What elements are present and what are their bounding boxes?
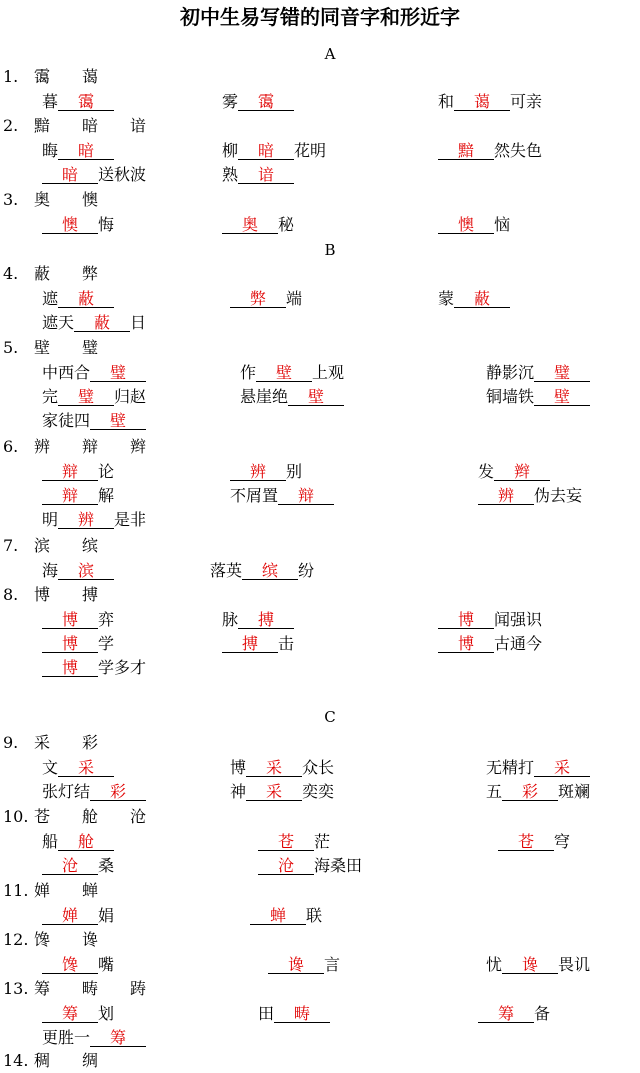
suffix-text: 闻强识 bbox=[494, 610, 543, 629]
answer-blank: 懊 bbox=[438, 213, 494, 234]
exercise-row bbox=[0, 361, 640, 385]
exercise-row bbox=[0, 953, 640, 977]
answer-blank: 采 bbox=[246, 756, 302, 777]
suffix-text: 奕奕 bbox=[302, 782, 335, 801]
fill-in-item bbox=[438, 287, 510, 311]
prefix-text: 博 bbox=[230, 758, 247, 777]
item-characters: 苍 舱 沧 bbox=[34, 807, 147, 826]
fill-in-item bbox=[42, 559, 114, 583]
item-characters: 筹 畴 踌 bbox=[34, 979, 147, 998]
item-characters: 馋 谗 bbox=[34, 930, 99, 949]
fill-in-item bbox=[230, 756, 334, 780]
suffix-text: 畏讥 bbox=[558, 955, 591, 974]
item-header bbox=[0, 188, 640, 212]
answer-blank: 辩 bbox=[278, 484, 334, 505]
item-header bbox=[0, 731, 640, 755]
answer-blank: 滨 bbox=[58, 559, 114, 580]
suffix-text: 是非 bbox=[114, 510, 147, 529]
fill-in-item bbox=[498, 830, 570, 854]
suffix-text: 别 bbox=[286, 462, 303, 481]
answer-blank: 采 bbox=[58, 756, 114, 777]
prefix-text: 脉 bbox=[222, 610, 239, 629]
answer-blank: 辨 bbox=[478, 484, 534, 505]
answer-blank: 蔼 bbox=[454, 90, 510, 111]
item-number: 14. bbox=[3, 1051, 29, 1070]
exercise-row bbox=[0, 287, 640, 311]
suffix-text: 穹 bbox=[554, 832, 571, 851]
prefix-text: 雾 bbox=[222, 92, 239, 111]
prefix-text: 暮 bbox=[42, 92, 59, 111]
exercise-row bbox=[0, 830, 640, 854]
fill-in-item bbox=[222, 90, 294, 114]
suffix-text: 弈 bbox=[98, 610, 115, 629]
fill-in-item bbox=[42, 90, 114, 114]
suffix-text: 茫 bbox=[314, 832, 331, 851]
prefix-text: 熟 bbox=[222, 165, 239, 184]
section-heading: C bbox=[324, 708, 336, 726]
fill-in-item bbox=[222, 139, 326, 163]
item-header bbox=[0, 977, 640, 1001]
answer-blank: 沧 bbox=[42, 854, 98, 875]
suffix-text: 学 bbox=[98, 634, 115, 653]
fill-in-item bbox=[42, 756, 114, 780]
suffix-text: 海桑田 bbox=[314, 856, 363, 875]
exercise-row bbox=[0, 139, 640, 163]
answer-blank: 壁 bbox=[288, 385, 344, 406]
fill-in-item bbox=[42, 830, 114, 854]
fill-in-item bbox=[42, 139, 114, 163]
suffix-text: 然失色 bbox=[494, 141, 543, 160]
fill-in-item bbox=[42, 361, 146, 385]
prefix-text: 遮 bbox=[42, 289, 59, 308]
answer-blank: 搏 bbox=[238, 608, 294, 629]
suffix-text: 伪去妄 bbox=[534, 486, 583, 505]
answer-blank: 馋 bbox=[42, 953, 98, 974]
fill-in-item bbox=[42, 287, 114, 311]
fill-in-item bbox=[230, 460, 302, 484]
item-number: 9. bbox=[3, 733, 19, 752]
suffix-text: 备 bbox=[534, 1004, 551, 1023]
answer-blank: 霭 bbox=[238, 90, 294, 111]
prefix-text: 更胜一 bbox=[42, 1028, 91, 1047]
fill-in-item bbox=[42, 854, 114, 878]
prefix-text: 落英 bbox=[210, 561, 243, 580]
answer-blank: 缤 bbox=[242, 559, 298, 580]
section-heading: B bbox=[324, 241, 336, 259]
fill-in-item bbox=[210, 559, 314, 583]
prefix-text: 发 bbox=[478, 462, 495, 481]
item-number: 10. bbox=[3, 807, 29, 826]
item-number: 7. bbox=[3, 536, 19, 555]
fill-in-item bbox=[222, 608, 294, 632]
answer-blank: 筹 bbox=[42, 1002, 98, 1023]
fill-in-item bbox=[486, 385, 590, 409]
fill-in-item bbox=[268, 953, 340, 977]
fill-in-item bbox=[478, 460, 550, 484]
item-characters: 蔽 弊 bbox=[34, 264, 99, 283]
item-characters: 奥 懊 bbox=[34, 190, 99, 209]
prefix-text: 五 bbox=[486, 782, 503, 801]
suffix-text: 恼 bbox=[494, 215, 511, 234]
prefix-text: 明 bbox=[42, 510, 59, 529]
prefix-text: 遮天 bbox=[42, 313, 75, 332]
answer-blank: 蔽 bbox=[454, 287, 510, 308]
prefix-text: 晦 bbox=[42, 141, 59, 160]
answer-blank: 谗 bbox=[502, 953, 558, 974]
answer-blank: 筹 bbox=[90, 1026, 146, 1047]
answer-blank: 弊 bbox=[230, 287, 286, 308]
suffix-text: 论 bbox=[98, 462, 115, 481]
answer-blank: 黯 bbox=[438, 139, 494, 160]
fill-in-item bbox=[42, 508, 146, 532]
fill-in-item bbox=[42, 904, 114, 928]
suffix-text: 斑斓 bbox=[558, 782, 591, 801]
exercise-row bbox=[0, 854, 640, 878]
fill-in-item bbox=[250, 904, 322, 928]
exercise-row bbox=[0, 632, 640, 656]
fill-in-item bbox=[42, 1026, 146, 1050]
fill-in-item bbox=[42, 780, 146, 804]
suffix-text: 娟 bbox=[98, 906, 115, 925]
suffix-text: 端 bbox=[286, 289, 303, 308]
answer-blank: 谙 bbox=[238, 163, 294, 184]
prefix-text: 张灯结 bbox=[42, 782, 91, 801]
exercise-row bbox=[0, 1002, 640, 1026]
answer-blank: 暗 bbox=[58, 139, 114, 160]
item-characters: 霭 蔼 bbox=[34, 67, 99, 86]
fill-in-item bbox=[42, 484, 114, 508]
answer-blank: 畴 bbox=[274, 1002, 330, 1023]
prefix-text: 和 bbox=[438, 92, 455, 111]
exercise-row bbox=[0, 508, 640, 532]
exercise-row bbox=[0, 163, 640, 187]
fill-in-item bbox=[230, 484, 334, 508]
answer-blank: 苍 bbox=[498, 830, 554, 851]
answer-blank: 奥 bbox=[222, 213, 278, 234]
suffix-text: 纷 bbox=[298, 561, 315, 580]
suffix-text: 日 bbox=[130, 313, 147, 332]
exercise-row bbox=[0, 385, 640, 409]
suffix-text: 花明 bbox=[294, 141, 327, 160]
prefix-text: 神 bbox=[230, 782, 247, 801]
answer-blank: 懊 bbox=[42, 213, 98, 234]
fill-in-item bbox=[438, 90, 542, 114]
fill-in-item bbox=[230, 287, 302, 311]
item-characters: 采 彩 bbox=[34, 733, 99, 752]
suffix-text: 联 bbox=[306, 906, 323, 925]
page-title: 初中生易写错的同音字和形近字 bbox=[180, 5, 460, 29]
item-characters: 黯 暗 谙 bbox=[34, 116, 147, 135]
answer-blank: 婵 bbox=[42, 904, 98, 925]
fill-in-item bbox=[42, 632, 114, 656]
fill-in-item bbox=[42, 460, 114, 484]
fill-in-item bbox=[438, 213, 510, 237]
item-header bbox=[0, 583, 640, 607]
item-header bbox=[0, 336, 640, 360]
fill-in-item bbox=[230, 780, 334, 804]
exercise-row bbox=[0, 656, 640, 680]
prefix-text: 船 bbox=[42, 832, 59, 851]
item-number: 8. bbox=[3, 585, 19, 604]
prefix-text: 悬崖绝 bbox=[240, 387, 289, 406]
fill-in-item bbox=[486, 780, 590, 804]
prefix-text: 静影沉 bbox=[486, 363, 535, 382]
exercise-row bbox=[0, 608, 640, 632]
suffix-text: 上观 bbox=[312, 363, 345, 382]
answer-blank: 辩 bbox=[42, 460, 98, 481]
fill-in-item bbox=[42, 385, 146, 409]
suffix-text: 嘴 bbox=[98, 955, 115, 974]
fill-in-item bbox=[222, 213, 294, 237]
item-header bbox=[0, 1049, 640, 1073]
fill-in-item bbox=[486, 756, 590, 780]
exercise-row bbox=[0, 311, 640, 335]
item-header bbox=[0, 262, 640, 286]
fill-in-item bbox=[438, 139, 542, 163]
fill-in-item bbox=[42, 656, 146, 680]
fill-in-item bbox=[240, 385, 344, 409]
answer-blank: 暗 bbox=[238, 139, 294, 160]
prefix-text: 文 bbox=[42, 758, 59, 777]
fill-in-item bbox=[222, 632, 294, 656]
prefix-text: 无精打 bbox=[486, 758, 535, 777]
fill-in-item bbox=[42, 163, 146, 187]
prefix-text: 完 bbox=[42, 387, 59, 406]
item-characters: 辨 辩 辫 bbox=[34, 437, 147, 456]
exercise-row bbox=[0, 904, 640, 928]
item-number: 13. bbox=[3, 979, 29, 998]
suffix-text: 归赵 bbox=[114, 387, 147, 406]
suffix-text: 秘 bbox=[278, 215, 295, 234]
answer-blank: 辨 bbox=[58, 508, 114, 529]
suffix-text: 桑 bbox=[98, 856, 115, 875]
fill-in-item bbox=[478, 484, 582, 508]
item-number: 5. bbox=[3, 338, 19, 357]
item-number: 11. bbox=[3, 881, 29, 900]
answer-blank: 谗 bbox=[268, 953, 324, 974]
item-number: 6. bbox=[3, 437, 19, 456]
item-header bbox=[0, 65, 640, 89]
prefix-text: 海 bbox=[42, 561, 59, 580]
fill-in-item bbox=[258, 1002, 330, 1026]
answer-blank: 蔽 bbox=[58, 287, 114, 308]
answer-blank: 壁 bbox=[534, 385, 590, 406]
answer-blank: 博 bbox=[42, 608, 98, 629]
exercise-row bbox=[0, 90, 640, 114]
fill-in-item bbox=[240, 361, 344, 385]
item-header bbox=[0, 114, 640, 138]
fill-in-item bbox=[438, 608, 542, 632]
answer-blank: 暗 bbox=[42, 163, 98, 184]
suffix-text: 古通今 bbox=[494, 634, 543, 653]
answer-blank: 采 bbox=[534, 756, 590, 777]
fill-in-item bbox=[486, 953, 590, 977]
suffix-text: 言 bbox=[324, 955, 341, 974]
suffix-text: 解 bbox=[98, 486, 115, 505]
fill-in-item bbox=[42, 213, 114, 237]
answer-blank: 辫 bbox=[494, 460, 550, 481]
answer-blank: 彩 bbox=[90, 780, 146, 801]
prefix-text: 中西合 bbox=[42, 363, 91, 382]
answer-blank: 辨 bbox=[230, 460, 286, 481]
exercise-row bbox=[0, 756, 640, 780]
item-header bbox=[0, 534, 640, 558]
answer-blank: 霭 bbox=[58, 90, 114, 111]
item-characters: 滨 缤 bbox=[34, 536, 99, 555]
answer-blank: 璧 bbox=[58, 385, 114, 406]
prefix-text: 蒙 bbox=[438, 289, 455, 308]
exercise-row bbox=[0, 1026, 640, 1050]
exercise-row bbox=[0, 460, 640, 484]
prefix-text: 不屑置 bbox=[230, 486, 279, 505]
item-header bbox=[0, 805, 640, 829]
prefix-text: 作 bbox=[240, 363, 257, 382]
fill-in-item bbox=[478, 1002, 550, 1026]
prefix-text: 田 bbox=[258, 1004, 275, 1023]
item-header bbox=[0, 435, 640, 459]
fill-in-item bbox=[42, 311, 146, 335]
item-characters: 壁 璧 bbox=[34, 338, 99, 357]
answer-blank: 壁 bbox=[256, 361, 312, 382]
item-characters: 博 搏 bbox=[34, 585, 99, 604]
answer-blank: 博 bbox=[42, 632, 98, 653]
prefix-text: 柳 bbox=[222, 141, 239, 160]
answer-blank: 博 bbox=[42, 656, 98, 677]
fill-in-item bbox=[438, 632, 542, 656]
item-number: 2. bbox=[3, 116, 19, 135]
answer-blank: 蝉 bbox=[250, 904, 306, 925]
section-heading: A bbox=[324, 45, 336, 63]
fill-in-item bbox=[222, 163, 294, 187]
item-characters: 婵 蝉 bbox=[34, 881, 99, 900]
fill-in-item bbox=[258, 830, 330, 854]
answer-blank: 舱 bbox=[58, 830, 114, 851]
fill-in-item bbox=[42, 608, 114, 632]
fill-in-item bbox=[42, 1002, 114, 1026]
prefix-text: 家徒四 bbox=[42, 411, 91, 430]
exercise-row bbox=[0, 484, 640, 508]
answer-blank: 璧 bbox=[90, 361, 146, 382]
exercise-row bbox=[0, 409, 640, 433]
answer-blank: 沧 bbox=[258, 854, 314, 875]
answer-blank: 蔽 bbox=[74, 311, 130, 332]
suffix-text: 众长 bbox=[302, 758, 335, 777]
suffix-text: 学多才 bbox=[98, 658, 147, 677]
answer-blank: 壁 bbox=[90, 409, 146, 430]
prefix-text: 铜墙铁 bbox=[486, 387, 535, 406]
suffix-text: 悔 bbox=[98, 215, 115, 234]
fill-in-item bbox=[42, 409, 146, 433]
prefix-text: 忧 bbox=[486, 955, 503, 974]
suffix-text: 送秋波 bbox=[98, 165, 147, 184]
fill-in-item bbox=[258, 854, 362, 878]
answer-blank: 辩 bbox=[42, 484, 98, 505]
answer-blank: 采 bbox=[246, 780, 302, 801]
answer-blank: 搏 bbox=[222, 632, 278, 653]
answer-blank: 苍 bbox=[258, 830, 314, 851]
answer-blank: 博 bbox=[438, 608, 494, 629]
suffix-text: 可亲 bbox=[510, 92, 543, 111]
suffix-text: 划 bbox=[98, 1004, 115, 1023]
item-number: 12. bbox=[3, 930, 29, 949]
fill-in-item bbox=[486, 361, 590, 385]
exercise-row bbox=[0, 559, 640, 583]
item-number: 4. bbox=[3, 264, 19, 283]
item-number: 3. bbox=[3, 190, 19, 209]
item-header bbox=[0, 928, 640, 952]
answer-blank: 筹 bbox=[478, 1002, 534, 1023]
answer-blank: 彩 bbox=[502, 780, 558, 801]
suffix-text: 击 bbox=[278, 634, 295, 653]
item-characters: 稠 绸 bbox=[34, 1051, 99, 1070]
exercise-row bbox=[0, 780, 640, 804]
answer-blank: 博 bbox=[438, 632, 494, 653]
answer-blank: 璧 bbox=[534, 361, 590, 382]
fill-in-item bbox=[42, 953, 114, 977]
item-header bbox=[0, 879, 640, 903]
exercise-row bbox=[0, 213, 640, 237]
item-number: 1. bbox=[3, 67, 19, 86]
